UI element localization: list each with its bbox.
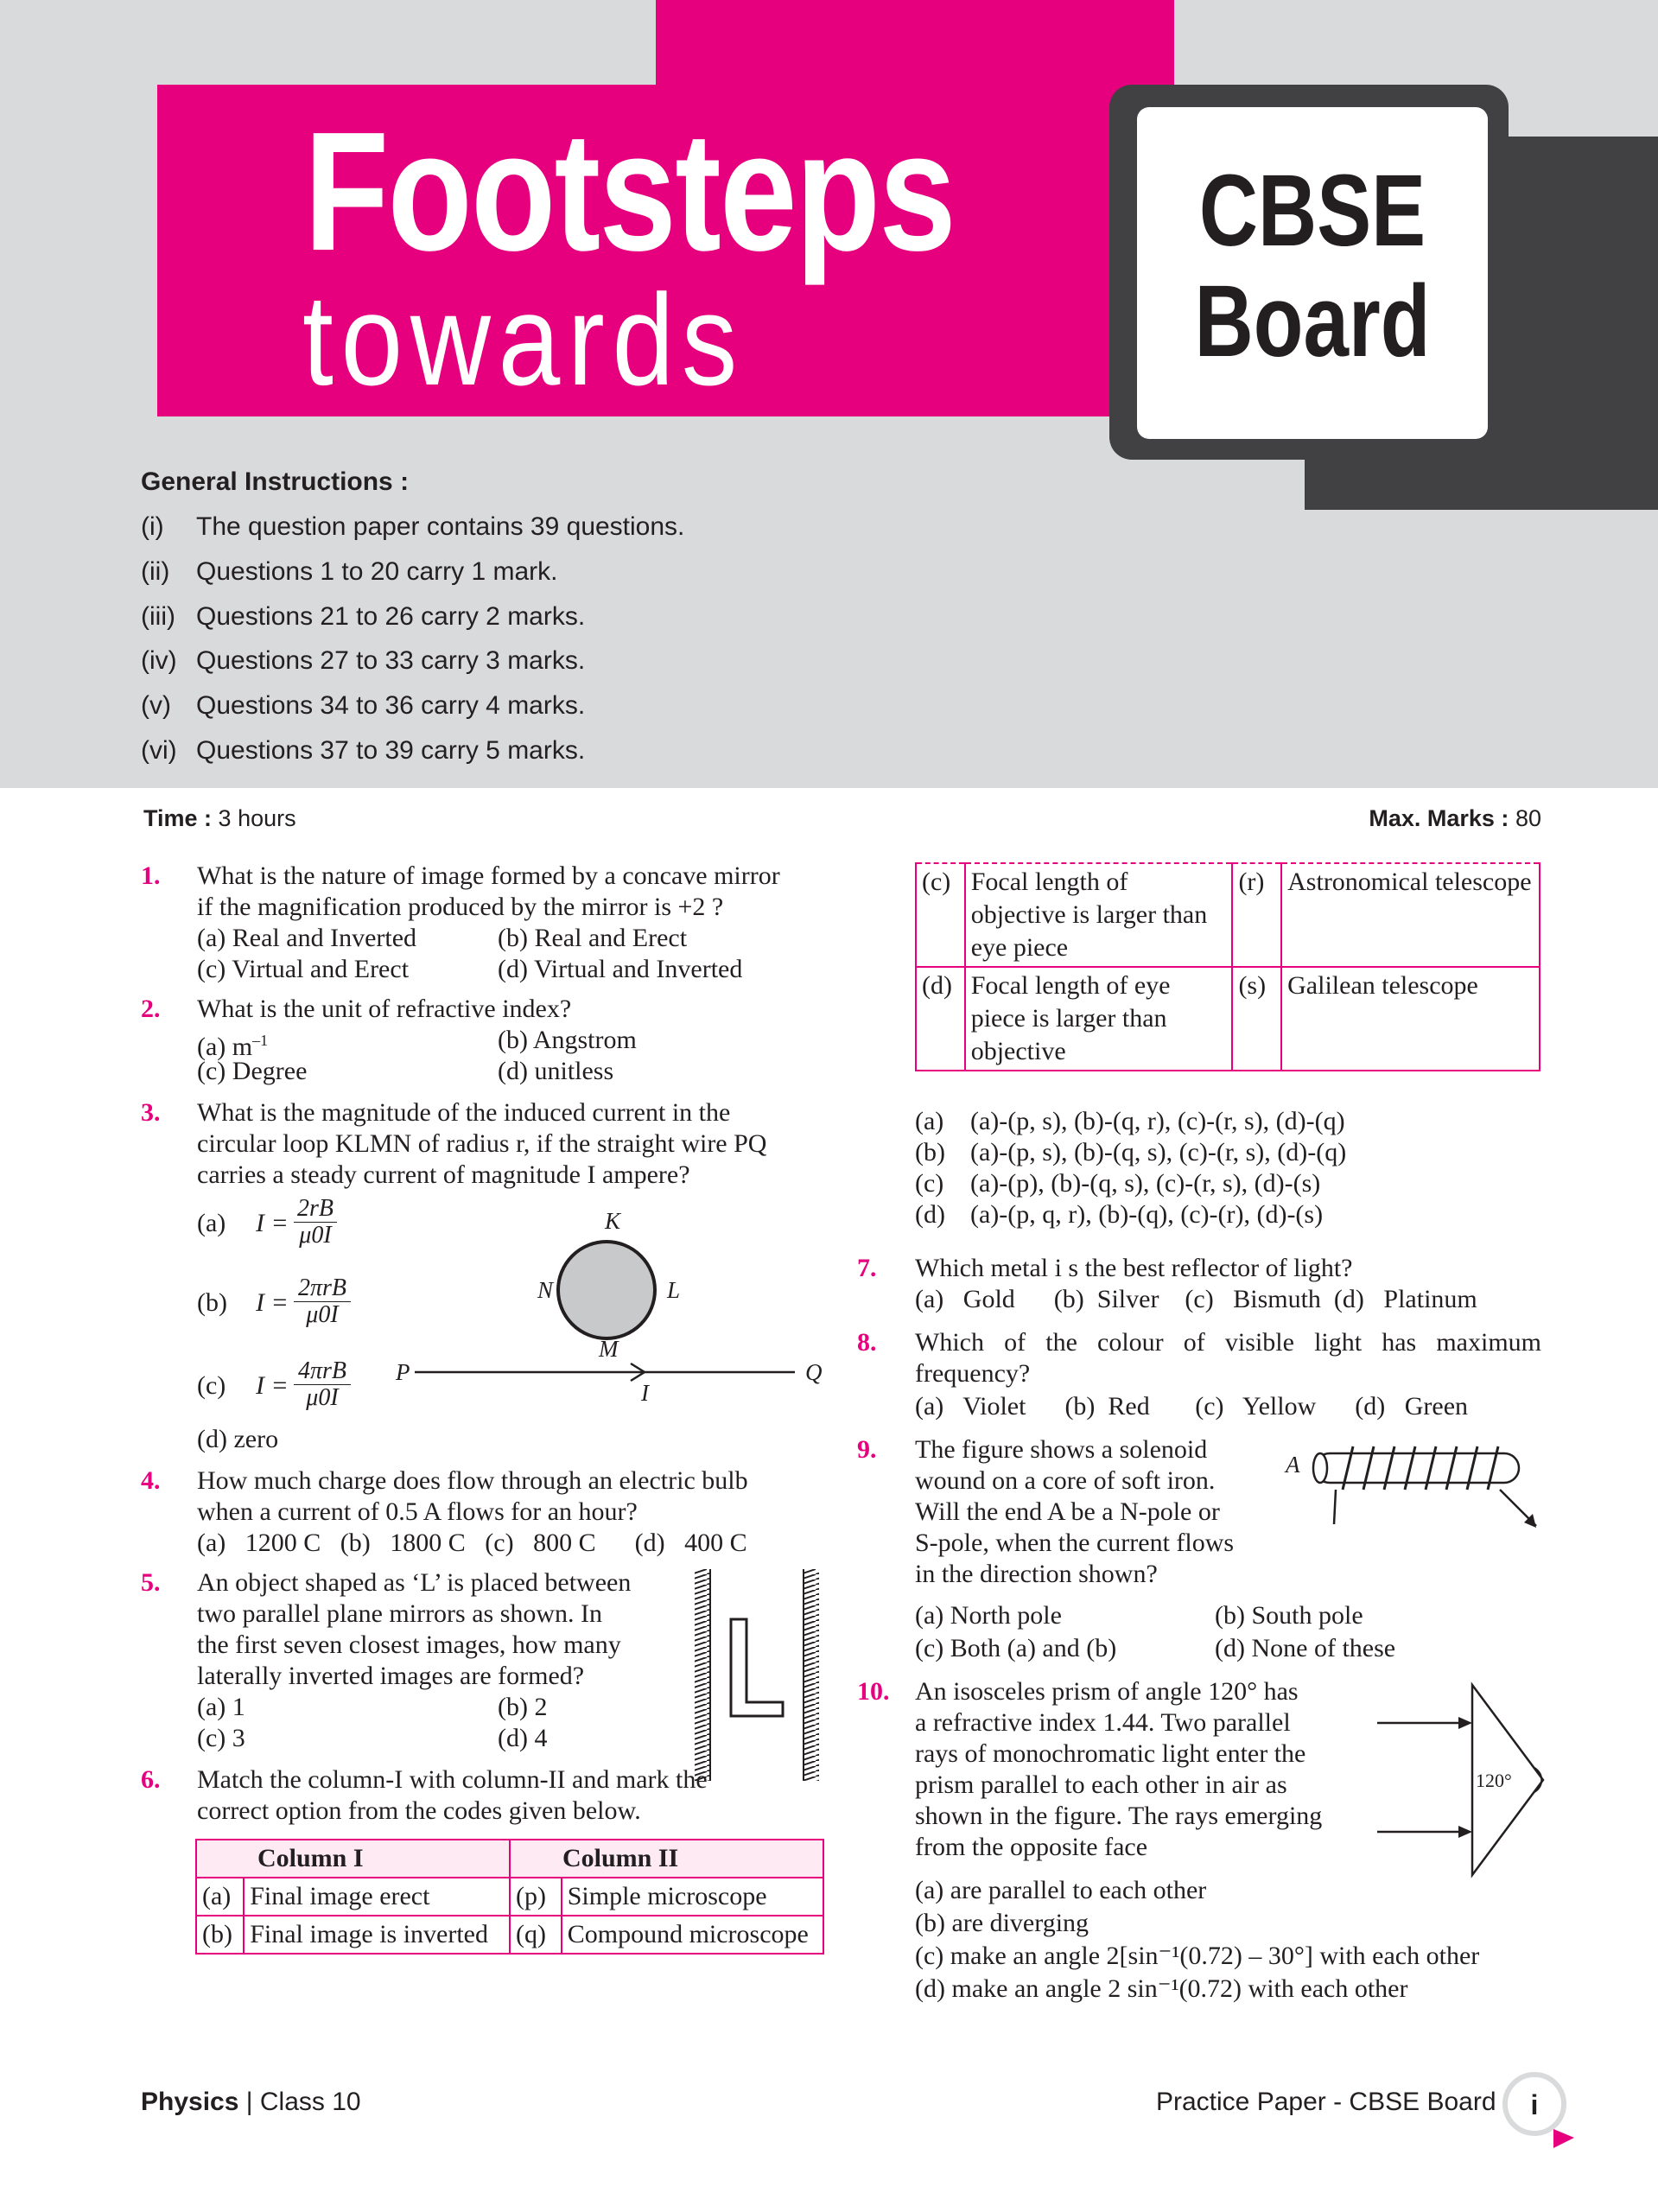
options-row: (a) Violet (b) Red (c) Yellow (d) Green	[915, 1392, 1469, 1421]
fraction: 4πrB μ0I	[294, 1358, 351, 1411]
max-marks-info: Max. Marks : 80	[1369, 805, 1541, 831]
page-arrow-icon	[1553, 2129, 1574, 2148]
question-number: 4.	[141, 1466, 161, 1495]
column-header: Column I	[196, 1840, 510, 1878]
instructions-title: General Instructions :	[141, 467, 410, 496]
table-row: (b) Final image is inverted (q) Compound microscope	[196, 1916, 823, 1954]
label-i: I	[641, 1380, 649, 1406]
plane-mirrors-figure	[691, 1564, 829, 1789]
left-mirror	[695, 1569, 710, 1781]
fraction: 2πrB μ0I	[294, 1275, 351, 1328]
loop-wire-figure	[389, 1201, 847, 1408]
question-number: 2.	[141, 995, 161, 1023]
fraction: 2rB μ0I	[294, 1196, 337, 1249]
question-number: 9.	[857, 1435, 877, 1464]
time-info: Time : 3 hours	[143, 805, 296, 831]
equation-lhs: I =	[256, 1371, 289, 1400]
column-header: Column II	[510, 1840, 823, 1878]
option: (b) Angstrom	[498, 1026, 637, 1054]
question-text: What is the magnitude of the induced current in the circular loop KLMN of radius r, if the straight wire PQ carries a steady current of magnitude I ampere?	[197, 1098, 767, 1189]
match-table-part1	[195, 1839, 824, 1955]
footer-right: Practice Paper - CBSE Board	[1156, 2088, 1496, 2116]
match-table-part2	[915, 862, 1540, 1071]
option: (c) Degree	[197, 1057, 308, 1085]
option: (a) North pole	[915, 1601, 1062, 1630]
prism-figure	[1370, 1680, 1552, 1904]
instruction-item: (i) The question paper contains 39 questions.	[141, 512, 685, 541]
table-row: (a) Final image erect (p) Simple microscope	[196, 1878, 823, 1916]
option: (a) Real and Inverted	[197, 924, 417, 952]
label-n: N	[537, 1277, 554, 1303]
header-pink-band-top	[656, 0, 1174, 85]
question-text: Match the column-I with column-II and mark the correct option from the codes given below.	[197, 1765, 708, 1825]
badge-line1: CBSE	[1198, 154, 1426, 268]
label-a: A	[1286, 1452, 1300, 1478]
page-title: Footsteps	[304, 97, 956, 286]
label-m: M	[599, 1336, 619, 1362]
option: (b) Real and Erect	[498, 924, 688, 952]
option: (d) zero	[197, 1425, 279, 1453]
question-number: 7.	[857, 1254, 877, 1282]
question-text: Which metal i s the best reflector of light?	[915, 1254, 1353, 1282]
option: (d) unitless	[498, 1057, 614, 1085]
instruction-item: (ii) Questions 1 to 20 carry 1 mark.	[141, 557, 558, 586]
options-row: (a) Gold (b) Silver (c) Bismuth (d) Platinum	[915, 1285, 1477, 1313]
question-text: Which of the colour of visible light has maximum	[915, 1328, 1541, 1357]
table-row: (d) Focal length of eye piece is larger than objective (s) Galilean telescope	[916, 967, 1540, 1071]
page-subtitle: towards	[302, 267, 745, 412]
label-p: P	[396, 1359, 410, 1385]
question-number: 3.	[141, 1098, 161, 1127]
page-number: i	[1530, 2089, 1539, 2120]
instruction-item: (v) Questions 34 to 36 carry 4 marks.	[141, 691, 586, 720]
option: (c) (a)-(p), (b)-(q, s), (c)-(r, s), (d)-(s)	[915, 1169, 1321, 1198]
question-number: 1.	[141, 861, 161, 890]
option: (d) Virtual and Inverted	[498, 955, 743, 983]
option: (c) Both (a) and (b)	[915, 1634, 1117, 1662]
question-number: 8.	[857, 1328, 877, 1357]
badge-line2: Board	[1194, 264, 1431, 378]
solenoid-figure	[1284, 1438, 1543, 1541]
option: (b) are diverging	[915, 1909, 1089, 1937]
circular-loop	[558, 1242, 655, 1338]
label-q: Q	[805, 1359, 823, 1385]
question-text: How much charge does flow through an electric bulb when a current of 0.5 A flows for an hour?	[197, 1466, 748, 1526]
table-row: (c) Focal length of objective is larger than eye piece (r) Astronomical telescope	[916, 863, 1540, 967]
option: (c) 3	[197, 1724, 245, 1752]
question-text: An isosceles prism of angle 120° has a refractive index 1.44. Two parallel rays of monochromatic light enter the prism parallel to each other in air as shown in the figure. The rays emerging from the opposite face	[915, 1677, 1323, 1861]
question-number: 10.	[857, 1677, 890, 1706]
equation-lhs: I =	[256, 1288, 289, 1317]
option: (a) 1	[197, 1693, 245, 1721]
question-text: frequency?	[915, 1359, 1031, 1388]
option: (d) 4	[498, 1724, 548, 1752]
instruction-item: (iv) Questions 27 to 33 carry 3 marks.	[141, 646, 586, 675]
question-text: An object shaped as ‘L’ is placed between two parallel plane mirrors as shown. In the first seven closest images, how many laterally inverted images are formed?	[197, 1568, 632, 1690]
question-text: What is the unit of refractive index?	[197, 995, 572, 1023]
option-label: (a)	[197, 1209, 226, 1237]
instruction-item: (vi) Questions 37 to 39 carry 5 marks.	[141, 736, 586, 765]
options-row: (a) 1200 C (b) 1800 C (c) 800 C (d) 400 C	[197, 1529, 747, 1557]
option: (c) Virtual and Erect	[197, 955, 410, 983]
option: (d) (a)-(p, q, r), (b)-(q), (c)-(r), (d)-(s)	[915, 1200, 1324, 1229]
option: (d) make an angle 2 sin⁻¹(0.72) with each other	[915, 1974, 1408, 2003]
label-k: K	[605, 1208, 621, 1234]
page-number-badge	[1500, 2067, 1578, 2153]
table-header-row	[196, 1840, 823, 1878]
option-label: (b)	[197, 1288, 227, 1317]
prism-angle-label: 120°	[1476, 1770, 1512, 1791]
instruction-item: (iii) Questions 21 to 26 carry 2 marks.	[141, 602, 586, 631]
question-text: The figure shows a solenoid wound on a core of soft iron. Will the end A be a N-pole or S-pole, when the current flows in the direction shown?	[915, 1435, 1235, 1588]
label-l: L	[667, 1277, 681, 1303]
option: (c) make an angle 2[sin⁻¹(0.72) – 30°] with each other	[915, 1942, 1480, 1970]
option: (b) South pole	[1215, 1601, 1363, 1630]
lead-wire	[1334, 1490, 1336, 1524]
l-shaped-object	[731, 1619, 783, 1716]
option: (a) (a)-(p, s), (b)-(q, r), (c)-(r, s), (d)-(q)	[915, 1107, 1345, 1135]
option: (d) None of these	[1215, 1634, 1396, 1662]
option: (b) (a)-(p, s), (b)-(q, s), (c)-(r, s), (d)-(q)	[915, 1138, 1347, 1166]
option: (a) are parallel to each other	[915, 1876, 1207, 1904]
right-mirror	[804, 1569, 819, 1781]
footer-left: Physics | Class 10	[141, 2088, 361, 2116]
option-label: (c)	[197, 1371, 226, 1400]
equation-lhs: I =	[256, 1209, 289, 1237]
cbse-badge	[1172, 156, 1453, 377]
question-number: 6.	[141, 1765, 161, 1794]
question-text: What is the nature of image formed by a concave mirror if the magnification produced by the mirror is +2 ?	[197, 861, 780, 921]
question-number: 5.	[141, 1568, 161, 1597]
option: (a) $m^{-1}$	[197, 1032, 269, 1061]
option: (b) 2	[498, 1693, 548, 1721]
